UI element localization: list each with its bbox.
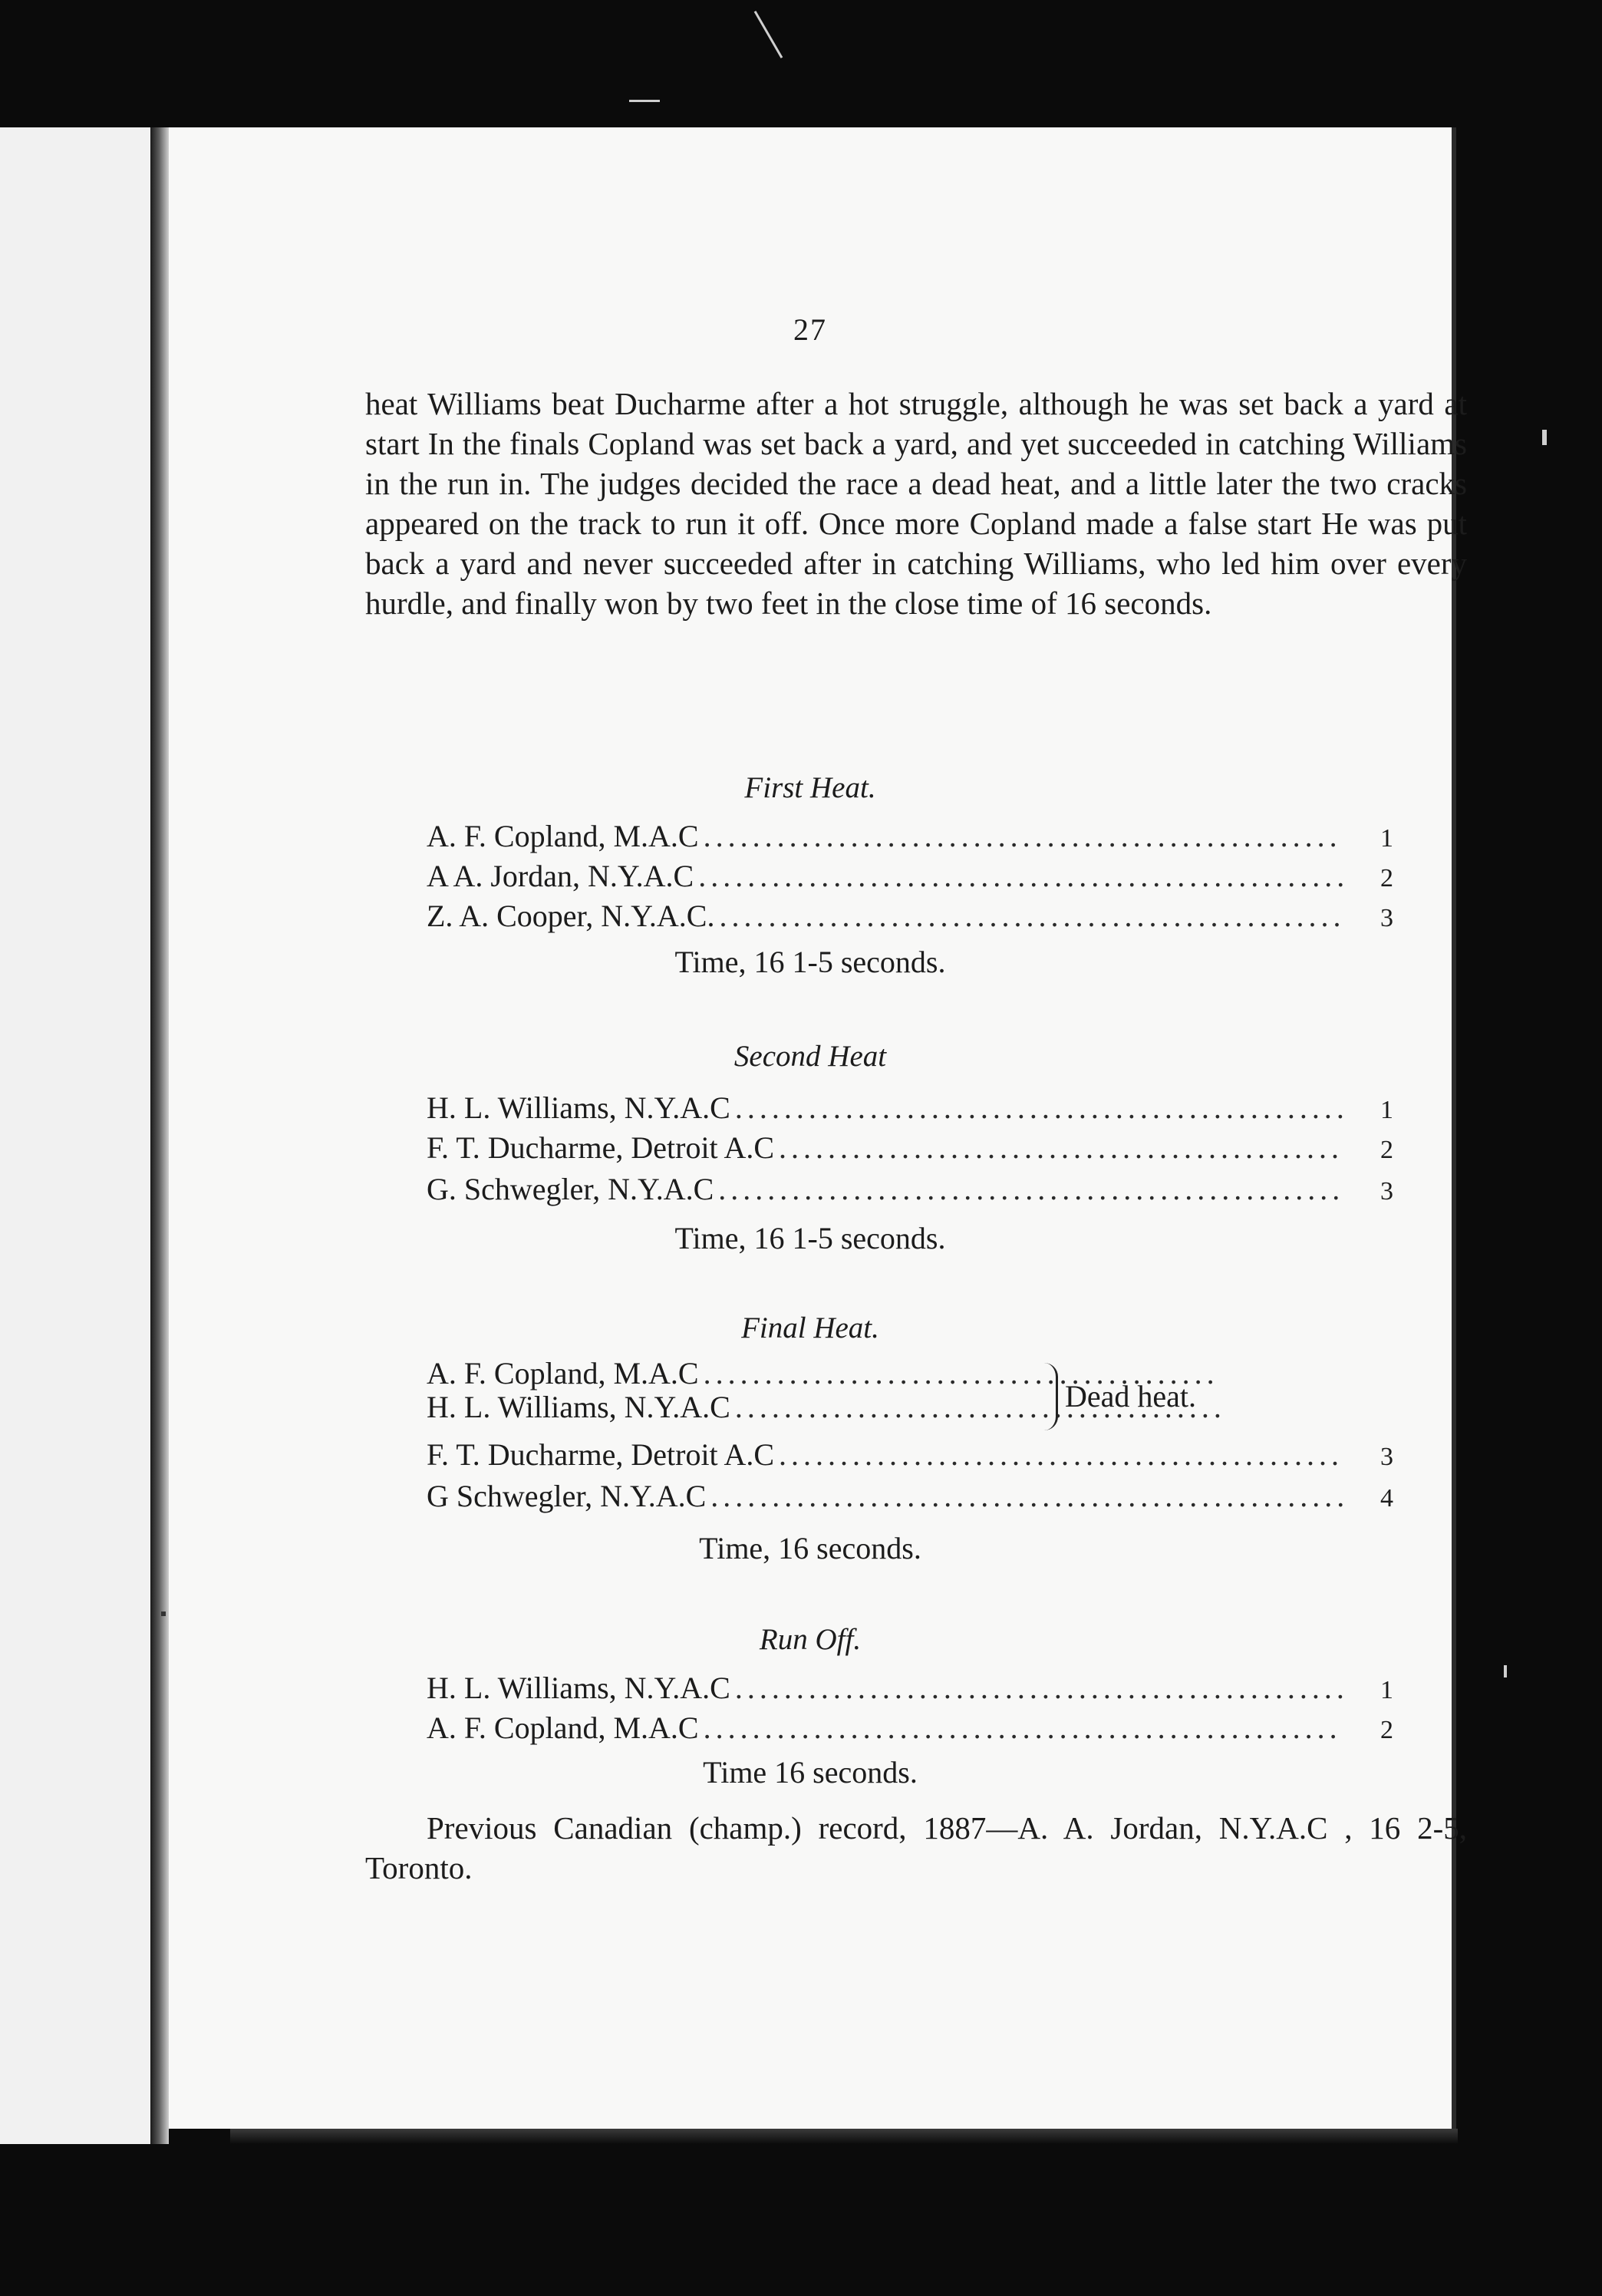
athlete-name: G. Schwegler, N.Y.A.C xyxy=(427,1172,714,1206)
place: 3 xyxy=(1380,904,1393,932)
second-heat-row xyxy=(427,1171,1393,1211)
place: 1 xyxy=(1380,1096,1393,1124)
dot-leader xyxy=(698,858,1343,894)
second-heat-row xyxy=(427,1090,1393,1130)
final-heat-row xyxy=(427,1478,1393,1518)
run-off-row xyxy=(427,1670,1393,1710)
final-heat-heading: Final Heat. xyxy=(741,1311,879,1344)
scan-speck xyxy=(161,1611,166,1616)
first-heat-row xyxy=(427,858,1393,898)
scan-speck xyxy=(1542,430,1547,445)
place: 2 xyxy=(1380,1136,1393,1164)
place: 2 xyxy=(1380,1716,1393,1744)
page-bottom-shadow xyxy=(230,2129,1458,2144)
athlete-name: H. L. Williams, N.Y.A.C xyxy=(427,1671,730,1705)
scan-speck xyxy=(1504,1665,1507,1677)
first-heat-heading: First Heat. xyxy=(744,771,876,804)
place: 2 xyxy=(1380,864,1393,892)
book-gutter xyxy=(150,127,169,2144)
athlete-name: A. F. Copland, M.A.C xyxy=(427,1356,699,1390)
dead-heat-brace xyxy=(1043,1363,1058,1430)
dot-leader xyxy=(710,1478,1343,1514)
athlete-name: Z. A. Cooper, N.Y.A.C. xyxy=(427,899,715,933)
athlete-name: A. F. Copland, M.A.C xyxy=(427,1710,699,1745)
dot-leader xyxy=(704,1710,1343,1746)
place: 3 xyxy=(1380,1443,1393,1471)
run-off-time: Time 16 seconds. xyxy=(703,1755,918,1790)
athlete-name: A. F. Copland, M.A.C xyxy=(427,819,699,853)
document-page xyxy=(169,127,1467,2129)
second-heat-time: Time, 16 1-5 seconds. xyxy=(674,1221,946,1255)
dead-heat-label: Dead heat. xyxy=(1065,1379,1197,1414)
second-heat-row xyxy=(427,1130,1393,1169)
athlete-name: F. T. Ducharme, Detroit A.C xyxy=(427,1130,775,1165)
first-heat-row xyxy=(427,898,1393,938)
first-heat-time: Time, 16 1-5 seconds. xyxy=(674,945,946,979)
second-heat-heading: Second Heat xyxy=(733,1040,887,1073)
athlete-name: G Schwegler, N.Y.A.C xyxy=(427,1479,707,1513)
athlete-name: A A. Jordan, N.Y.A.C xyxy=(427,859,694,893)
page-number: 27 xyxy=(793,312,827,347)
dot-leader xyxy=(718,1171,1343,1207)
athlete-name: H. L. Williams, N.Y.A.C xyxy=(427,1090,730,1125)
record-paragraph: Previous Canadian (champ.) record, 1887—A. A. Jordan, N.Y.A.C , 16 2-5, Toronto. xyxy=(365,1810,1467,1885)
intro-paragraph: heat Williams beat Ducharme after a hot struggle, although he was set back a yard at start In the finals Copland was set back a yard, and yet succeeded in catching Williams in the run in. The judges decided the race a dead heat, and a little later the two cracks appeared on the track to run it off. Once more Copland made a false start He was put back a yard and never succeeded after in catching Williams, who led him over every hurdle, and finally won by two feet in the close time of 16 seconds. xyxy=(365,386,1467,621)
dot-leader xyxy=(704,818,1343,854)
facing-page-edge xyxy=(0,127,150,2144)
final-heat-row xyxy=(427,1437,1393,1476)
dot-leader xyxy=(735,1090,1343,1126)
scan-speck xyxy=(629,100,660,102)
athlete-name: H. L. Williams, N.Y.A.C xyxy=(427,1390,730,1424)
dot-leader xyxy=(735,1670,1343,1706)
dot-leader xyxy=(719,898,1343,934)
place: 1 xyxy=(1380,1676,1393,1704)
place: 1 xyxy=(1380,824,1393,853)
final-heat-time: Time, 16 seconds. xyxy=(699,1531,921,1565)
place: 4 xyxy=(1380,1484,1393,1513)
first-heat-row xyxy=(427,818,1393,858)
dot-leader xyxy=(779,1130,1343,1166)
run-off-row xyxy=(427,1710,1393,1750)
place: 3 xyxy=(1380,1177,1393,1206)
scan-speck xyxy=(754,11,783,58)
run-off-heading: Run Off. xyxy=(759,1623,862,1656)
dot-leader xyxy=(779,1437,1343,1473)
athlete-name: F. T. Ducharme, Detroit A.C xyxy=(427,1437,775,1472)
